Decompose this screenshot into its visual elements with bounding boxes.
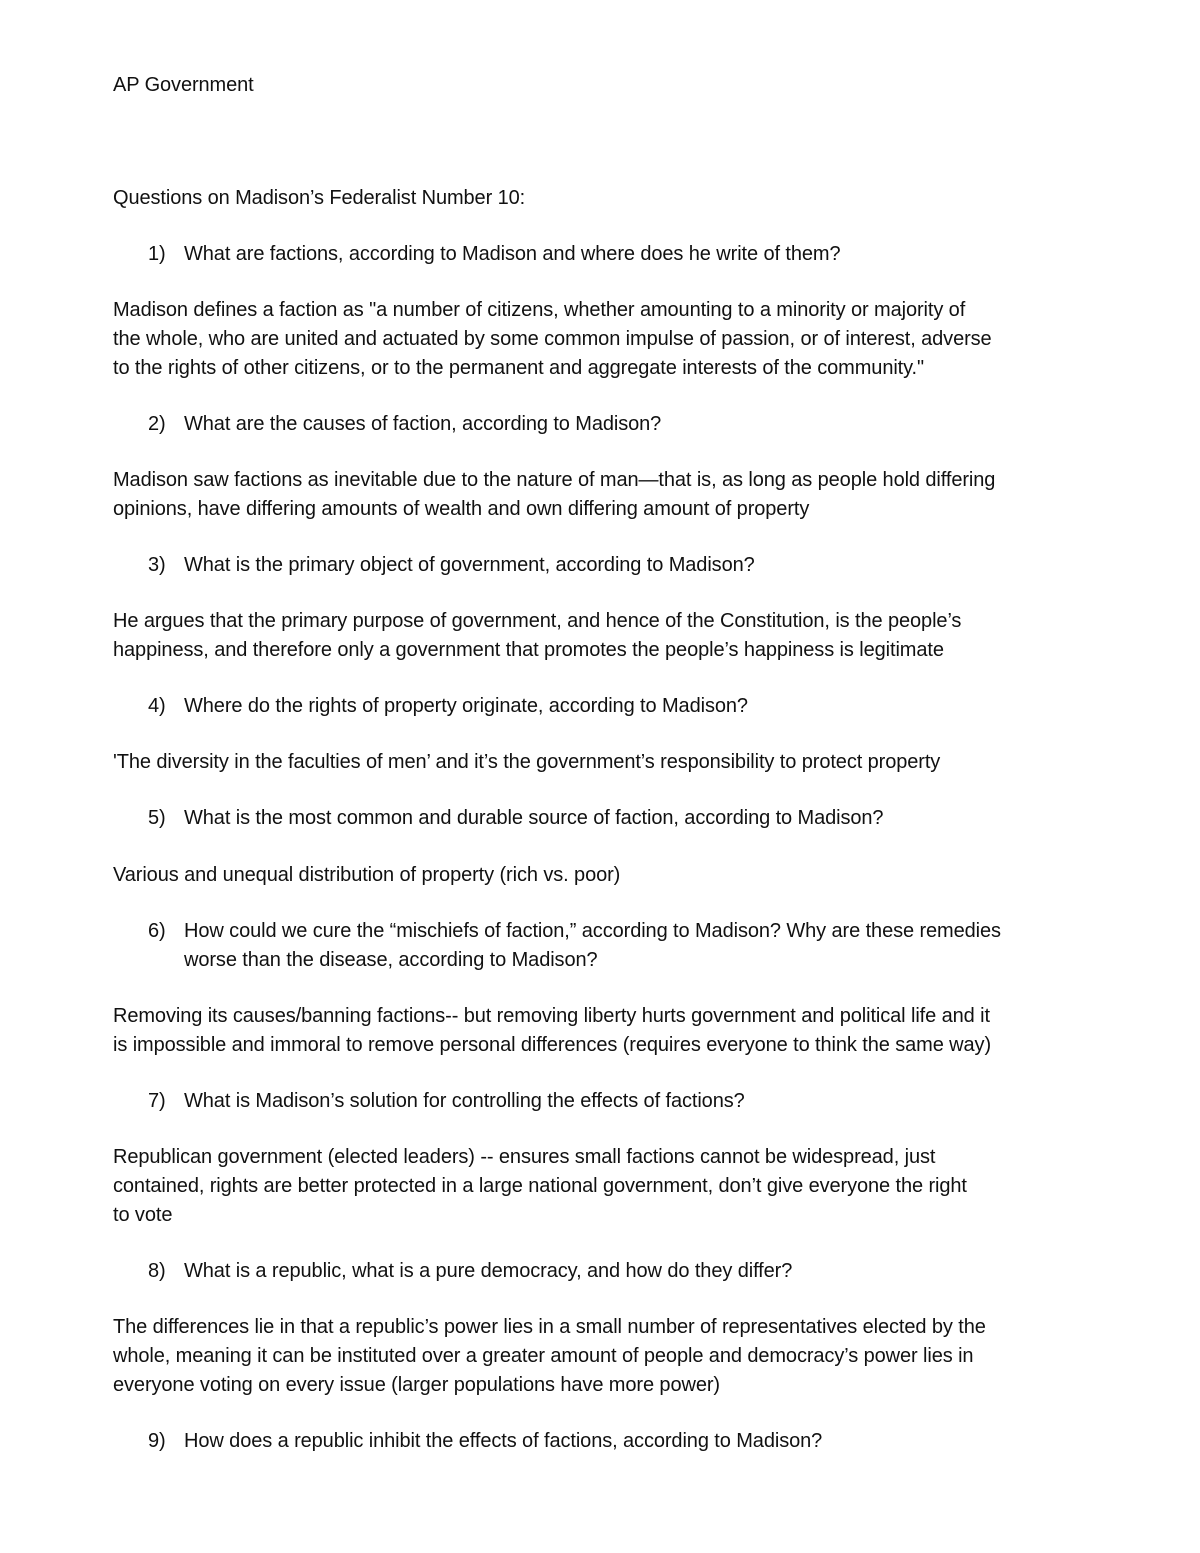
question-text: What is the most common and durable source of faction, according to Madison? xyxy=(184,807,884,829)
question-6-line-2: worse than the disease, according to Madison? xyxy=(184,949,598,971)
answer-6-line-2: is impossible and immoral to remove personal differences (requires everyone to think the same way) xyxy=(113,1034,992,1056)
question-7 xyxy=(148,1087,745,1116)
answer-1-line-3: to the rights of other citizens, or to the permanent and aggregate interests of the community." xyxy=(113,357,925,379)
answer-1-line-2: the whole, who are united and actuated by some common impulse of passion, or of interest, adverse xyxy=(113,328,992,350)
answer-2-line-2: opinions, have differing amounts of wealth and own differing amount of property xyxy=(113,498,810,520)
answer-7-line-1: Republican government (elected leaders) -- ensures small factions cannot be widespread, just xyxy=(113,1146,936,1168)
question-8 xyxy=(148,1257,792,1286)
answer-7-line-3: to vote xyxy=(113,1204,173,1226)
question-text: What is Madison’s solution for controlling the effects of factions? xyxy=(184,1090,745,1112)
answer-6-line-1: Removing its causes/banning factions-- but removing liberty hurts government and political life and it xyxy=(113,1005,990,1027)
question-5 xyxy=(148,804,883,833)
question-text: What is a republic, what is a pure democracy, and how do they differ? xyxy=(184,1260,793,1282)
answer-7-line-2: contained, rights are better protected in a large national government, don’t give everyone the right xyxy=(113,1175,967,1197)
question-text: How could we cure the “mischiefs of faction,” according to Madison? Why are these remedies xyxy=(184,920,1001,942)
question-9 xyxy=(148,1427,822,1456)
question-1 xyxy=(148,240,841,269)
answer-5-line-1: Various and unequal distribution of property (rich vs. poor) xyxy=(113,864,621,886)
question-text: What are factions, according to Madison and where does he write of them? xyxy=(184,243,841,265)
document-title: Questions on Madison’s Federalist Number 10: xyxy=(113,187,526,209)
answer-8-line-1: The differences lie in that a republic’s power lies in a small number of representatives elected by the xyxy=(113,1316,986,1338)
answer-8-line-3: everyone voting on every issue (larger populations have more power) xyxy=(113,1374,720,1396)
question-number: 1) xyxy=(148,243,166,265)
answer-8-line-2: whole, meaning it can be instituted over a greater amount of people and democracy’s power lies in xyxy=(113,1345,974,1367)
question-3 xyxy=(148,551,755,580)
answer-3-line-1: He argues that the primary purpose of government, and hence of the Constitution, is the people’s xyxy=(113,610,962,632)
question-number: 2) xyxy=(148,413,166,435)
question-text: Where do the rights of property originate, according to Madison? xyxy=(184,695,748,717)
question-number: 7) xyxy=(148,1090,166,1112)
answer-3-line-2: happiness, and therefore only a government that promotes the people’s happiness is legitimate xyxy=(113,639,944,661)
answer-4-line-1: 'The diversity in the faculties of men’ and it’s the government’s responsibility to protect property xyxy=(113,751,941,773)
question-number: 3) xyxy=(148,554,166,576)
question-number: 8) xyxy=(148,1260,166,1282)
question-number: 4) xyxy=(148,695,166,717)
answer-1-line-1: Madison defines a faction as "a number of citizens, whether amounting to a minority or majority of xyxy=(113,299,966,321)
question-text: What are the causes of faction, according to Madison? xyxy=(184,413,662,435)
question-number: 5) xyxy=(148,807,166,829)
question-2 xyxy=(148,410,661,439)
answer-2-line-1: Madison saw factions as inevitable due to the nature of man—that is, as long as people hold differing xyxy=(113,469,996,491)
question-text: How does a republic inhibit the effects of factions, according to Madison? xyxy=(184,1430,823,1452)
question-6 xyxy=(148,917,1001,946)
question-4 xyxy=(148,692,748,721)
question-text: What is the primary object of government, according to Madison? xyxy=(184,554,755,576)
question-number: 6) xyxy=(148,920,166,942)
course-header: AP Government xyxy=(113,74,254,96)
question-number: 9) xyxy=(148,1430,166,1452)
